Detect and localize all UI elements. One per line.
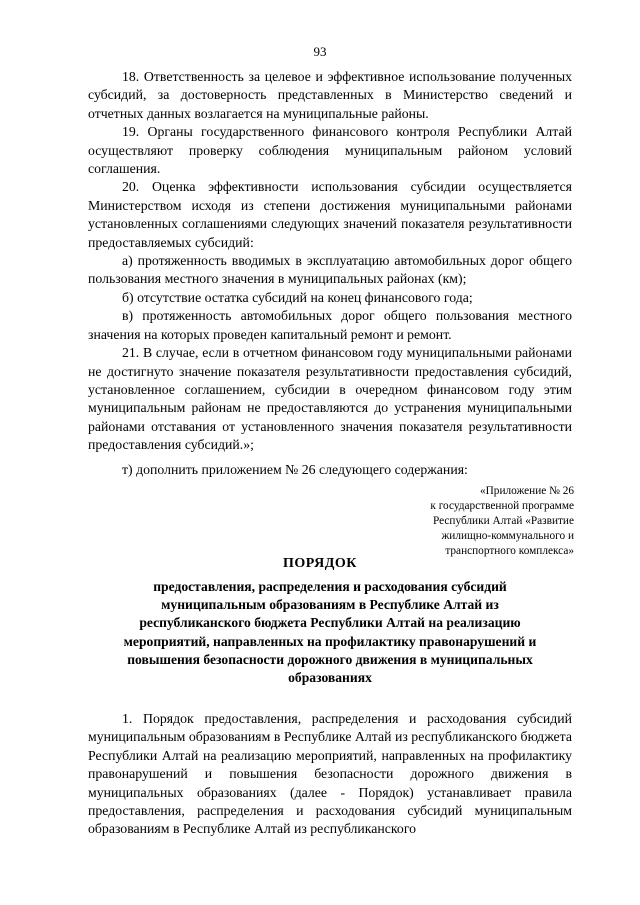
amendment-block: [88, 461, 572, 479]
appendix-line: к государственной программе: [430, 500, 574, 512]
paragraph-20-b: б) отсутствие остатка субсидий на конец финансового года;: [122, 289, 473, 305]
body-text-bottom: [88, 710, 572, 839]
paragraph-21: 21. В случае, если в отчетном финансовом году муниципальными районами не достигнуто значение показателя результативности предоставления субсидий, установленное соглашением, субсидии в очередном финансовом году этим муниципальным районам не предоставляются до устранения муниципальными районами отставания от установленного значения показателя результативности предоставления субсидий.»;: [88, 345, 572, 453]
page-number: 93: [313, 44, 327, 59]
appendix-line: «Приложение № 26: [479, 485, 574, 497]
paragraph-20-a: а) протяженность вводимых в эксплуатацию автомобильных дорог общего пользования местного значения в муниципальных районах (км);: [88, 253, 572, 287]
document-subtitle: предоставления, распределения и расходования субсидий муниципальным образованиям в Республике Алтай из республиканского бюджета Республики Алтай на реализацию мероприятий, направленных на профилактику правонарушений и повышения безопасности дорожного движения в муниципальных образованиях: [123, 579, 537, 686]
paragraph-19: 19. Органы государственного финансового контроля Республики Алтай осуществляют проверку соблюдения муниципальным районом условий соглашения.: [88, 124, 572, 177]
amendment-text: т) дополнить приложением № 26 следующего содержания:: [122, 462, 468, 477]
body-text-top: [88, 68, 572, 455]
appendix-stamp: [380, 484, 574, 559]
document-title: ПОРЯДОК: [283, 556, 357, 571]
appendix-line: транспортного комплекса»: [445, 545, 574, 557]
paragraph-20-v: в) протяженность автомобильных дорог общего пользования местного значения на которых проведен капитальный ремонт и ремонт.: [88, 308, 572, 342]
appendix-line: Республики Алтай «Развитие: [432, 515, 574, 527]
paragraph-20: 20. Оценка эффективности использования субсидии осуществляется Министерством исходя из степени достижения муниципальными районами установленных соглашениями следующих значений показателя результативности предоставляемых субсидий:: [88, 179, 572, 250]
paragraph-18: 18. Ответственность за целевое и эффективное использование полученных субсидий, за достоверность представленных в Министерство сведений и отчетных данных возлагается на муниципальные районы.: [88, 69, 572, 121]
appendix-line: жилищно-коммунального и: [441, 530, 574, 542]
paragraph-1: 1. Порядок предоставления, распределения и расходования субсидий муниципальным образованиям в Республике Алтай из республиканского бюджета Республики Алтай на реализацию мероприятий, направленных на профилактику правонарушений и повышения безопасности дорожного движения в муниципальных образованиях (далее - Порядок) устанавливает правила предоставления, распределения и расходования субсидий муниципальным образованиям в Республике Алтай из республиканского: [88, 711, 572, 837]
